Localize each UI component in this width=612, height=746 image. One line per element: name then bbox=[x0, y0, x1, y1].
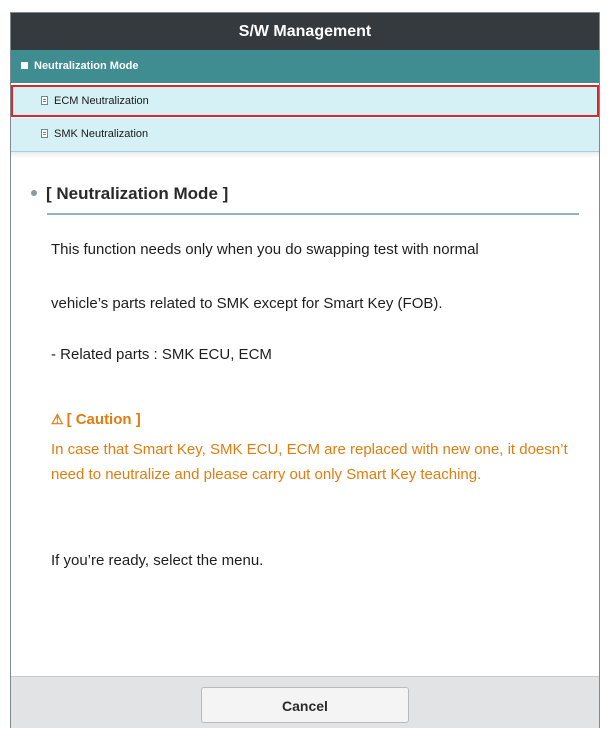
square-bullet-icon bbox=[21, 62, 28, 69]
menu-header-label: Neutralization Mode bbox=[34, 60, 139, 72]
caution-text: In case that Smart Key, SMK ECU, ECM are replaced with new one, it doesn’t need to neutralize and please carry out only Smart Key teaching. bbox=[51, 441, 568, 483]
menu-header-neutralization-mode bbox=[11, 50, 599, 83]
cancel-button[interactable]: Cancel bbox=[201, 687, 409, 723]
related-parts-text: - Related parts : SMK ECU, ECM bbox=[51, 346, 272, 363]
section-underline bbox=[47, 213, 579, 215]
menu-item-label: ECM Neutralization bbox=[54, 95, 149, 107]
menu-item-label: SMK Neutralization bbox=[54, 128, 149, 140]
content-divider bbox=[11, 152, 599, 158]
menu-item-ecm-neutralization[interactable] bbox=[11, 85, 599, 117]
sw-management-dialog bbox=[10, 12, 600, 728]
document-icon bbox=[41, 96, 48, 105]
warning-triangle-icon: ⚠ bbox=[51, 411, 64, 427]
description-line-1: This function needs only when you do swapping test with normal bbox=[51, 241, 479, 258]
section-title-text: [ Neutralization Mode ] bbox=[46, 184, 229, 203]
ready-instruction: If you’re ready, select the menu. bbox=[51, 552, 264, 569]
window-title: S/W Management bbox=[11, 13, 599, 50]
document-icon bbox=[41, 129, 48, 138]
menu-item-smk-neutralization[interactable] bbox=[11, 118, 599, 152]
caution-heading-text: [ Caution ] bbox=[66, 411, 141, 428]
section-title bbox=[31, 184, 228, 204]
bullet-dot-icon bbox=[31, 190, 37, 196]
description-line-2: vehicle’s parts related to SMK except for Smart Key (FOB). bbox=[51, 295, 443, 312]
dialog-footer bbox=[11, 676, 599, 728]
caution-heading bbox=[51, 411, 141, 428]
